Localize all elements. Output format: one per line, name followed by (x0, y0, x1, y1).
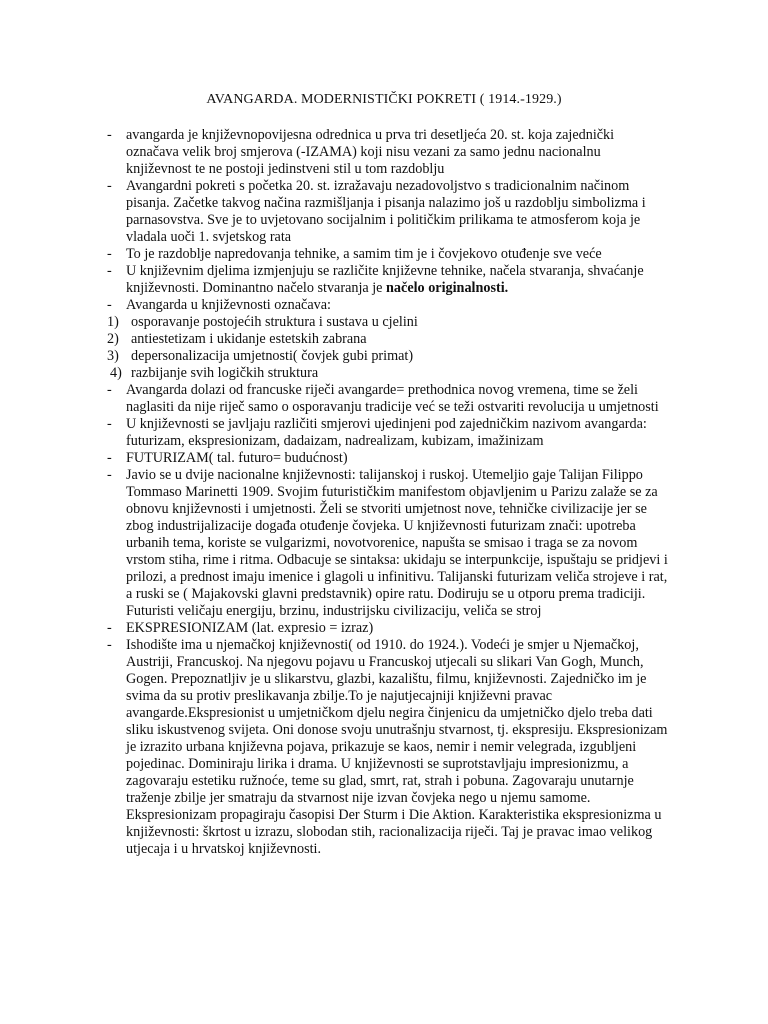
paragraph-techniques (126, 263, 669, 297)
list-item (107, 127, 669, 178)
heading-futurizam: FUTURIZAM( tal. futuro= budućnost) (126, 450, 348, 466)
list-item (107, 637, 669, 858)
paragraph-technology: To je razdoblje napredovanja tehnike, a samim tim je i čovjekovo otuđenje sve veće (126, 246, 602, 262)
item-text: osporavanje postojećih struktura i sustava u cjelini (131, 314, 418, 330)
paragraph-etymology: Avangarda dolazi od francuske riječi avangarde= prethodnica novog vremena, time se želi naglasiti da nije riječ samo o osporavanju tradicije već se teži ostvariti revolucija u umjetnosti (126, 382, 659, 415)
paragraph-ekspresionizam: Ishodište ima u njemačkoj književnosti( od 1910. do 1924.). Vodeći je smjer u Njemačkoj, Austriji, Francuskoj. Na njegovu pojavu u Francuskoj utjecali su slikari Van Gogh, Munch, Gogen. Prepoznatljiv je u slikarstvu, glazbi, kazalištu, filmu, književnosti. Zajedničko im je svima da su protiv preslikavanja zbilje.To je najutjecajniji književni pravac avangarde.Ekspresionist u umjetničkom djelu negira činjenicu da umjetničko djelo treba dati sliku iskustvenog svijeta. Oni donose svoju unutrašnju stvarnost, tj. ekspresiju. Ekspresionizam je izrazito urbana književna pojava, prikazuje se kaos, nemir i nemir velegrada, izgubljeni pojedinac. Dominiraju lirika i drama. U književnosti se suprotstavljaju impresionizmu, a zagovaraju estetiku ružnoće, teme su glad, smrt, rat, strah i pobuna. Zagovaraju unutarnje traženje zbilje jer smatraju da stvarnost nije izvan čovjeka nego u njemu samome. Ekspresionizam propagiraju časopisi Der Sturm i Die Aktion. Karakteristika ekspresionizma u književnosti: škrtost u izrazu, slobodan stih, racionalizacija riječi. Taj je pravac imao velikog utjecaja i u hrvatskoj književnosti. (126, 637, 668, 857)
bullet-list (107, 127, 669, 858)
list-item (107, 297, 669, 314)
list-item (107, 382, 669, 416)
dash-bullet: - (107, 263, 112, 279)
item-text: depersonalizacija umjetnosti( čovjek gubi primat) (131, 348, 414, 364)
list-item (107, 178, 669, 246)
dash-bullet: - (107, 127, 112, 143)
paragraph-text: U književnim djelima izmjenjuju se različite književne tehnike, načela stvaranja, shvaćanje književnosti. Dominantno načelo stvaranja je (126, 263, 644, 296)
list-item (107, 246, 669, 263)
dash-bullet: - (107, 416, 112, 432)
dash-bullet: - (107, 297, 112, 313)
paragraph-origins: Avangardni pokreti s početka 20. st. izražavaju nezadovoljstvo s tradicionalnim načinom pisanja. Začetke takvog načina razmišljanja i pisanja nalazimo još u razdoblju simbolizma i parnasovstva. Sve je to uvjetovano socijalnim i političkim prilikama te atmosferom koja je vladala uoči 1. svjetskog rata (126, 178, 646, 245)
dash-bullet: - (107, 467, 112, 483)
item-text: razbijanje svih logičkih struktura (131, 365, 319, 381)
item-number: 2) (107, 331, 119, 347)
list-item (107, 263, 669, 297)
paragraph-futurizam: Javio se u dvije nacionalne književnosti: talijanskoj i ruskoj. Utemeljio gaje Talijan Filippo Tommaso Marinetti 1909. Svojim futurističkim manifestom objavljenim u Parizu zalaže se za obnovu književnosti i umjetnosti. Želi se stvoriti umjetnost nove, tehničke civilizacije jer se zbog industrijalizacije događa otuđenje čovjeka. U književnosti futurizam znači: upotreba urbanih tema, koriste se vulgarizmi, novotvorenice, napušta se smisao i traga se za novom vrstom stiha, rime i ritma. Odbacuje se sintaksa: ukidaju se interpunkcije, ispuštaju se pridjevi i prilozi, a prednost imaju imenice i glagoli u infinitivu. Talijanski futurizam veliča strojeve i rat, a ruski se ( Majakovski glavni predstavnik) opire ratu. Dodiruju se u otporu prema tradiciji. (126, 467, 668, 602)
item-text: antiestetizam i ukidanje estetskih zabrana (131, 331, 367, 347)
item-number: 1) (107, 314, 119, 330)
paragraph-definition: avangarda je književnopovijesna odrednica u prva tri desetljeća 20. st. koja zajednički označava velik broj smjerova (-IZAMA) koji nisu vezani za samo jednu nacionalnu književnost te ne postoji jedinstveni stil u tom razdoblju (126, 127, 615, 177)
list-item (107, 416, 669, 450)
heading-ekspresionizam: EKSPRESIONIZAM (lat. expresio = izraz) (126, 620, 374, 636)
paragraph-movements: U književnosti se javljaju različiti smjerovi ujedinjeni pod zajedničkim nazivom avangarda: futurizam, ekspresionizam, dadaizam, nadrealizam, kubizam, imažinizam (126, 416, 647, 449)
numbered-item (107, 348, 669, 365)
list-item (107, 467, 669, 603)
list-item (107, 620, 669, 637)
dash-bullet: - (107, 178, 112, 194)
bold-phrase: načelo originalnosti. (386, 280, 509, 296)
list-item (107, 450, 669, 467)
dash-bullet: - (107, 382, 112, 398)
item-number: 3) (107, 348, 119, 364)
dash-bullet: - (107, 620, 112, 636)
numbered-item (107, 365, 669, 382)
dash-bullet: - (107, 246, 112, 262)
numbered-item (107, 314, 669, 331)
paragraph-futuristi: Futuristi veličaju energiju, brzinu, industrijsku civilizaciju, veliča se stroj (126, 603, 542, 619)
document-title: AVANGARDA. MODERNISTIČKI POKRETI ( 1914.-1929.) (206, 92, 562, 107)
dash-bullet: - (107, 450, 112, 466)
dash-bullet: - (107, 637, 112, 653)
paragraph-avangarda-means: Avangarda u književnosti označava: (126, 297, 331, 313)
item-number: 4) (110, 365, 122, 381)
numbered-item (107, 331, 669, 348)
